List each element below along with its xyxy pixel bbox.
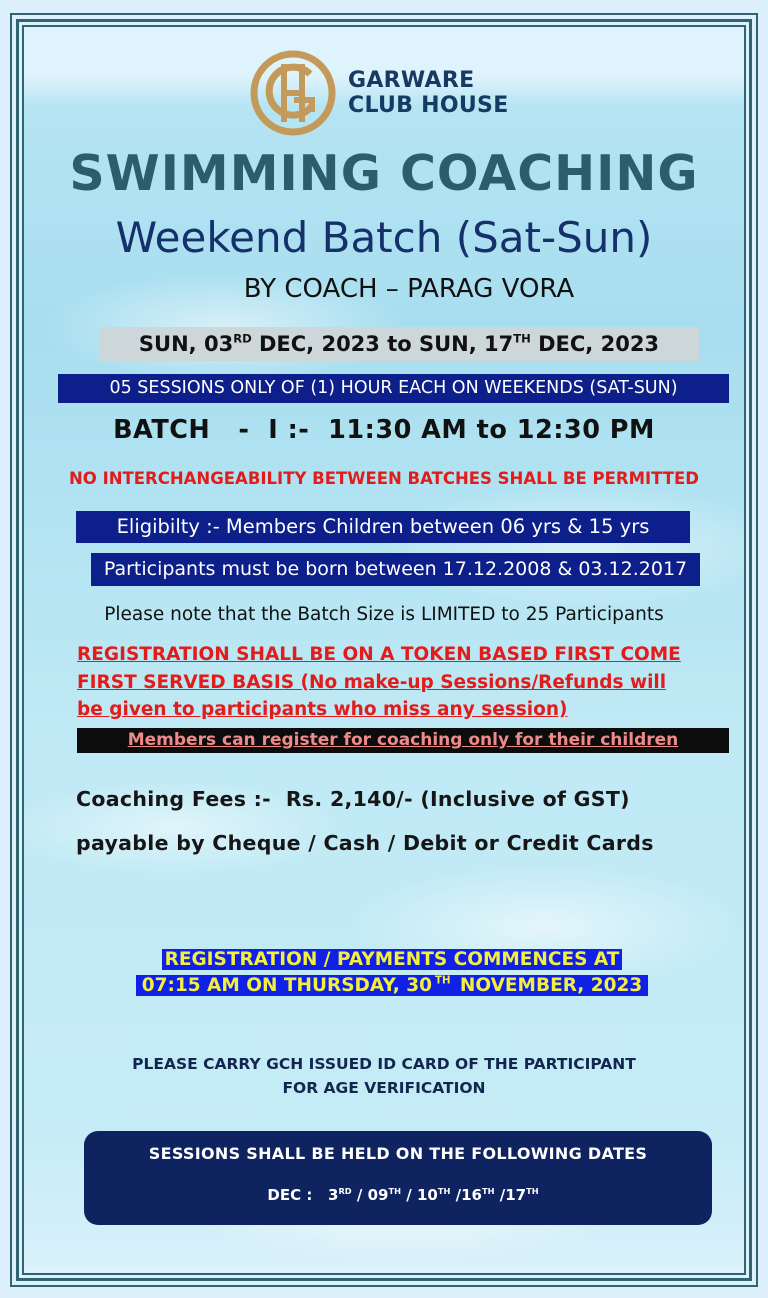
club-name-line2: CLUB HOUSE	[348, 93, 509, 118]
poster-border-middle	[16, 19, 752, 1281]
club-name	[348, 68, 509, 118]
session-dates-box	[84, 1131, 712, 1225]
registration-commence-notice	[106, 947, 678, 999]
eligibility-bar: Eligibilty :- Members Children between 06 yrs & 15 yrs	[76, 511, 690, 543]
no-interchange-notice: NO INTERCHANGEABILITY BETWEEN BATCHES SHALL BE PERMITTED	[68, 469, 699, 488]
batch-subtitle: Weekend Batch (Sat-Sun)	[115, 213, 653, 262]
session-date: 3RD /	[328, 1185, 368, 1204]
date-range-banner	[99, 327, 699, 361]
carry-id-line2: FOR AGE VERIFICATION	[282, 1079, 486, 1097]
registration-line: be given to participants who miss any session)	[77, 699, 568, 720]
date-end-ordinal: TH	[513, 331, 531, 346]
date-start-ordinal: RD	[233, 331, 252, 346]
gch-monogram-icon	[250, 50, 336, 136]
date-middle: DEC, 2023 to SUN, 17	[251, 332, 514, 356]
month-label: DEC :	[267, 1186, 313, 1204]
batch-size-note: Please note that the Batch Size is LIMITED to 25 Participants	[104, 604, 664, 625]
sessions-info-bar: 05 SESSIONS ONLY OF (1) HOUR EACH ON WEEKENDS (SAT-SUN)	[58, 374, 729, 403]
session-dates-heading: SESSIONS SHALL BE HELD ON THE FOLLOWING DATES	[148, 1144, 648, 1163]
session-date: 09TH /	[367, 1185, 417, 1204]
coach-name: BY COACH – PARAG VORA	[243, 274, 575, 304]
payment-modes: payable by Cheque / Cash / Debit or Credit Cards	[76, 831, 654, 855]
session-date: 10TH /	[416, 1185, 462, 1204]
batch-timing: BATCH - I :- 11:30 AM to 12:30 PM	[113, 415, 655, 445]
date-end: DEC, 2023	[530, 332, 660, 356]
registration-line: FIRST SERVED BASIS (No make-up Sessions/Refunds will	[77, 671, 667, 693]
poster-border-inner	[22, 25, 746, 1275]
commence-month: NOVEMBER, 2023	[450, 975, 645, 996]
page-title: SWIMMING COACHING	[69, 145, 699, 202]
coaching-fees: Coaching Fees :- Rs. 2,140/- (Inclusive of GST)	[76, 787, 630, 811]
session-date: 17TH	[505, 1185, 539, 1204]
session-dates-list	[84, 1186, 712, 1204]
session-date: 16TH /	[461, 1185, 506, 1204]
commence-ordinal: TH	[435, 975, 451, 987]
members-only-notice: Members can register for coaching only for their children	[77, 728, 729, 753]
carry-id-line1: PLEASE CARRY GCH ISSUED ID CARD OF THE PARTICIPANT	[132, 1055, 636, 1073]
birth-date-range-bar: Participants must be born between 17.12.2008 & 03.12.2017	[91, 553, 700, 586]
club-logo	[250, 50, 509, 136]
commence-date: 07:15 AM ON THURSDAY, 30	[139, 975, 435, 996]
registration-policy	[77, 641, 746, 724]
carry-id-notice	[24, 1052, 744, 1100]
commence-line1: REGISTRATION / PAYMENTS COMMENCES AT	[162, 949, 623, 970]
poster-border-outer	[10, 13, 758, 1287]
date-start: SUN, 03	[138, 332, 234, 356]
club-name-line1: GARWARE	[348, 68, 475, 93]
registration-line: REGISTRATION SHALL BE ON A TOKEN BASED FIRST COME	[77, 644, 681, 665]
commence-line2	[136, 975, 649, 996]
poster-content	[24, 27, 744, 1273]
